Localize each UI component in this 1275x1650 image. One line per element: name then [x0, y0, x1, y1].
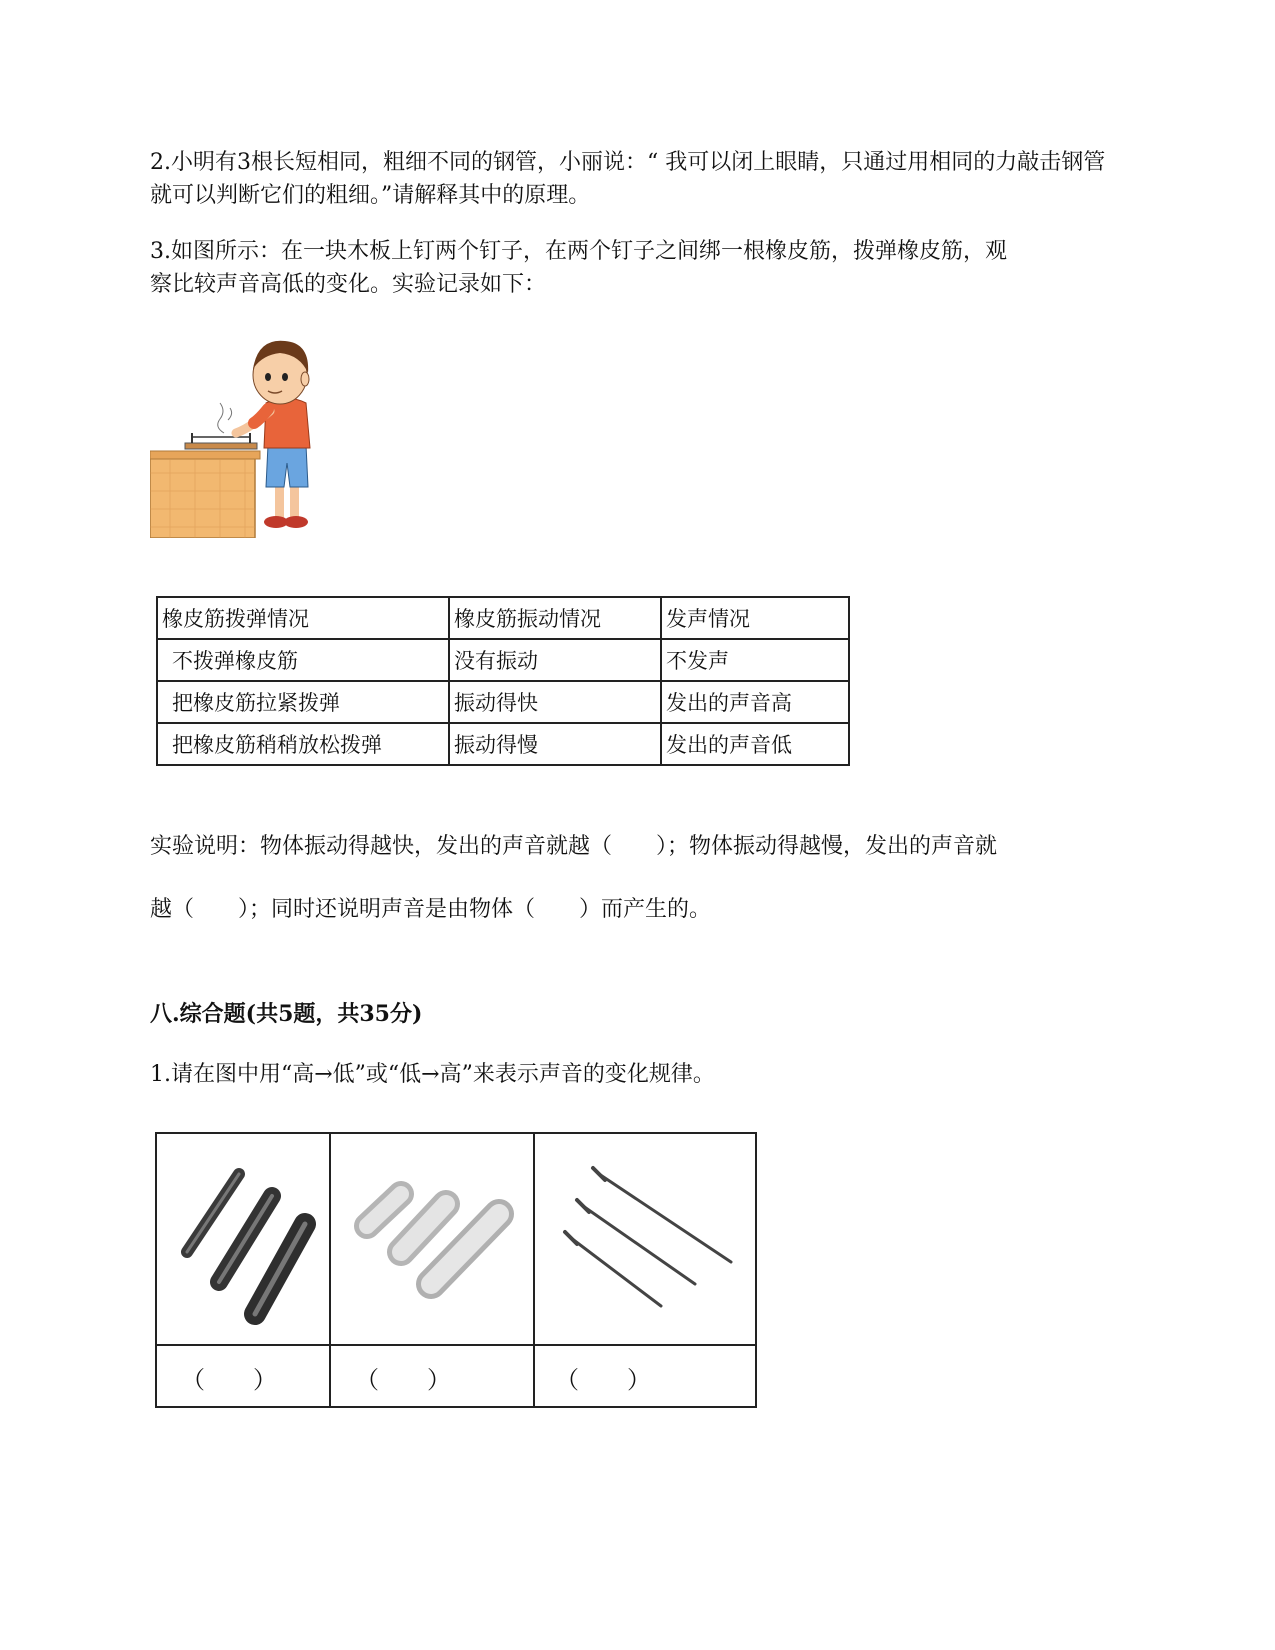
grid-cell-nails [533, 1132, 757, 1346]
table-header: 发声情况 [661, 597, 849, 639]
table-cell: 振动得慢 [449, 723, 661, 765]
dark-metal-tubes-image [157, 1134, 329, 1344]
answer-bracket: （ ） [355, 1366, 451, 1394]
experiment-record-table [156, 596, 850, 766]
grid-answer-cell[interactable] [329, 1344, 535, 1408]
question-2: 2.小明有3根长短相同，粗细不同的钢管，小丽说：“ 我可以闭上眼睛，只通过用相同的力敲击钢管就可以判断它们的粗细。”请解释其中的原理。 [150, 150, 1106, 208]
table-cell: 不发声 [661, 639, 849, 681]
experiment-explanation-line2: 越（ ）；同时还说明声音是由物体（ ）而产生的。 [150, 897, 712, 922]
grid-cell-light-tubes [329, 1132, 535, 1346]
table-header: 橡皮筋拨弹情况 [157, 597, 449, 639]
table-cell: 没有振动 [449, 639, 661, 681]
grid-cell-thick-tubes [155, 1132, 331, 1346]
table-row [157, 723, 849, 765]
table-cell: 不拨弹橡皮筋 [157, 639, 449, 681]
table-cell: 发出的声音高 [661, 681, 849, 723]
question-8-1: 1.请在图中用“高→低”或“低→高”来表示声音的变化规律。 [150, 1062, 715, 1087]
nails-image [535, 1134, 755, 1344]
answer-bracket: （ ） [181, 1366, 277, 1394]
table-row [157, 639, 849, 681]
grid-answer-cell[interactable] [533, 1344, 757, 1408]
section-heading: 八.综合题(共5题，共35分) [150, 1001, 423, 1027]
question-3-line1: 3.如图所示：在一块木板上钉两个钉子，在两个钉子之间绑一根橡皮筋，拨弹橡皮筋，观 [150, 239, 1007, 264]
table-cell: 振动得快 [449, 681, 661, 723]
table-header-row [157, 597, 849, 639]
light-metal-tubes-image [331, 1134, 533, 1344]
table-cell: 把橡皮筋稍稍放松拨弹 [157, 723, 449, 765]
experiment-explanation-line1: 实验说明：物体振动得越快，发出的声音就越（ ）；物体振动得越慢，发出的声音就 [150, 834, 998, 859]
question-3-line2: 察比较声音高低的变化。实验记录如下： [150, 272, 547, 297]
boy-plucking-rubber-band-illustration [150, 333, 312, 538]
table-row [157, 681, 849, 723]
table-cell: 发出的声音低 [661, 723, 849, 765]
table-header: 橡皮筋振动情况 [449, 597, 661, 639]
answer-bracket: （ ） [555, 1366, 651, 1394]
table-cell: 把橡皮筋拉紧拨弹 [157, 681, 449, 723]
grid-answer-cell[interactable] [155, 1344, 331, 1408]
sound-pattern-grid [155, 1132, 757, 1408]
